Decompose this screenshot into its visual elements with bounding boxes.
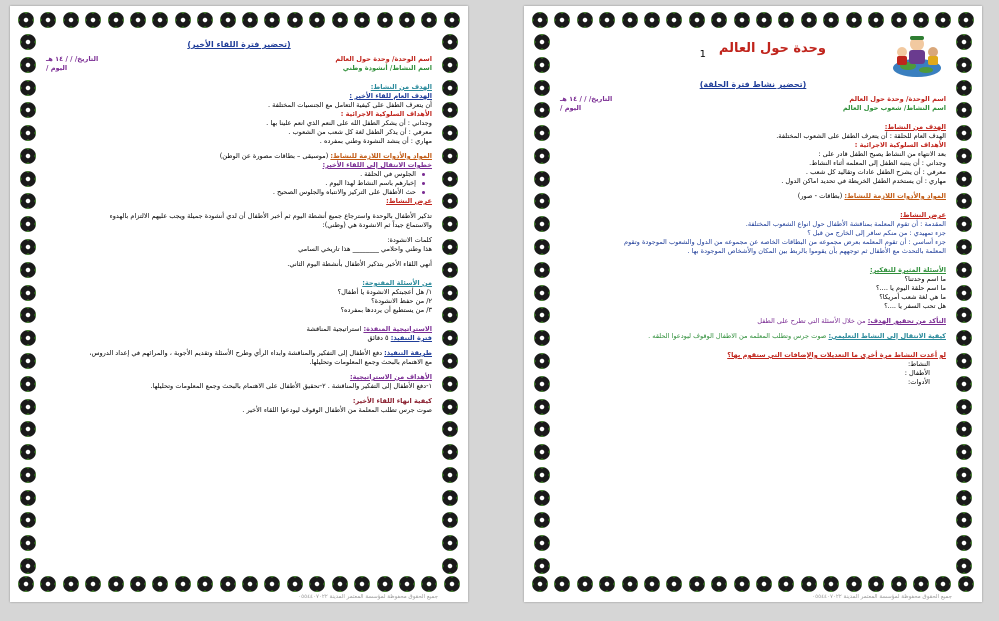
- clover-ornament-icon: [20, 467, 36, 483]
- clover-ornament-icon: [442, 512, 458, 528]
- clover-ornament-icon: [108, 576, 124, 592]
- clover-ornament-icon: [734, 12, 750, 28]
- right-behavior-intro: بعد الانتهاء من النشاط يصبح الطفل قادر على :: [818, 150, 946, 158]
- clover-ornament-icon: [175, 12, 191, 28]
- clover-ornament-icon: [220, 12, 236, 28]
- right-unit-label: اسم الوحدة/ وحدة حول العالم: [849, 95, 946, 103]
- clover-ornament-icon: [956, 57, 972, 73]
- decorative-border-right: [954, 34, 974, 574]
- clover-ornament-icon: [534, 102, 550, 118]
- right-repeat-item-2: الأطفال :: [904, 369, 930, 377]
- decorative-border-left: [532, 34, 552, 574]
- clover-ornament-icon: [756, 576, 772, 592]
- clover-ornament-icon: [197, 12, 213, 28]
- decorative-border-bottom: [532, 576, 974, 596]
- right-basic-2: المعلمة بالتحدث مع الأطفال ثم توجههم بأن يقوموا بالربط بين المكان والأشخاص الموجودة بها .: [687, 247, 946, 255]
- left-behavior-head: الأهداف السلوكية الاجرائية :: [340, 110, 432, 118]
- clover-ornament-icon: [20, 34, 36, 50]
- clover-ornament-icon: [442, 490, 458, 506]
- clover-ornament-icon: [442, 330, 458, 346]
- left-steps-head: خطوات الانتقال إلى اللقاء الأخير:: [322, 161, 432, 169]
- list-item: الجلوس في الحلقة .: [46, 170, 416, 179]
- clover-ornament-icon: [40, 576, 56, 592]
- left-activity-label: اسم النشاط/ أنشودة وطني: [342, 64, 432, 72]
- decorative-border-right: [440, 34, 460, 574]
- clover-ornament-icon: [18, 576, 34, 592]
- right-behavior-1: وجداني : أن ينتبه الطفل إلى المعلمه أثناء النشاط.: [809, 159, 946, 167]
- left-tools: (موسيقى – بطاقات مصورة عن الوطن): [219, 152, 329, 160]
- clover-ornament-icon: [20, 444, 36, 460]
- right-question-1: ما اسم وحدتنا؟: [904, 275, 946, 283]
- left-end-text: صوت جرس تطلب المعلمة من الأطفال الوقوف ليودعوا اللقاء الأخير .: [242, 406, 432, 414]
- clover-ornament-icon: [264, 12, 280, 28]
- left-lyrics-head: كلمات الانشودة:: [387, 236, 432, 244]
- clover-ornament-icon: [823, 576, 839, 592]
- left-question-2: ٢/ من حفظ الانشودة؟: [371, 297, 432, 305]
- clover-ornament-icon: [242, 576, 258, 592]
- clover-ornament-icon: [20, 376, 36, 392]
- right-verify-head: التأكد من تحقيق الهدف:: [867, 317, 946, 325]
- clover-ornament-icon: [956, 102, 972, 118]
- right-subtitle: (تحضير نشاط فترة الحلقة): [699, 80, 807, 89]
- clover-ornament-icon: [956, 512, 972, 528]
- clover-ornament-icon: [534, 444, 550, 460]
- left-behavior-2: معرفي : أن يذكر الطفل لغة كل شعب من الشعوب .: [288, 128, 432, 136]
- clover-ornament-icon: [264, 576, 280, 592]
- clover-ornament-icon: [20, 57, 36, 73]
- clover-ornament-icon: [442, 34, 458, 50]
- clover-ornament-icon: [956, 34, 972, 50]
- clover-ornament-icon: [354, 12, 370, 28]
- left-question-3: ٣/ من يستطيع أن يرددها بمفرده؟: [340, 306, 432, 314]
- left-presentation-1: تذكير الأطفال بالوحدة واسترجاع جميع أنشطة اليوم ثم أخبر الأطفال أن لدي أنشودة جميلة ويجب عليهم الالتزام بالهدوء: [109, 212, 432, 220]
- clover-ornament-icon: [20, 421, 36, 437]
- clover-ornament-icon: [534, 558, 550, 574]
- clover-ornament-icon: [956, 558, 972, 574]
- left-day-label: اليوم /: [46, 64, 68, 72]
- clover-ornament-icon: [956, 239, 972, 255]
- clover-ornament-icon: [956, 171, 972, 187]
- right-page-content: [560, 40, 946, 568]
- left-end-head: كيفية انهاء اللقاء الأخير:: [352, 397, 432, 405]
- clover-ornament-icon: [534, 376, 550, 392]
- decorative-border-top: [532, 12, 974, 32]
- left-title: (تحضير فترة اللقاء الأخير): [187, 40, 291, 49]
- clover-ornament-icon: [823, 12, 839, 28]
- clover-ornament-icon: [442, 102, 458, 118]
- right-date-label: التاريخ/ / / ١٤ هـ: [560, 95, 613, 103]
- left-lyrics: هذا وطني واحلامي ________ هذا تاريخي السامي: [298, 245, 432, 253]
- clover-ornament-icon: [377, 576, 393, 592]
- clover-ornament-icon: [18, 12, 34, 28]
- clover-ornament-icon: [778, 12, 794, 28]
- clover-ornament-icon: [20, 353, 36, 369]
- left-behavior-1: وجداني : أن يشكر الطفل الله على النعم الذي انعم علينا بها .: [266, 119, 432, 127]
- clover-ornament-icon: [891, 576, 907, 592]
- clover-ornament-icon: [442, 353, 458, 369]
- clover-ornament-icon: [20, 307, 36, 323]
- clover-ornament-icon: [20, 285, 36, 301]
- left-steps-list: [46, 170, 432, 197]
- decorative-border-top: [18, 12, 460, 32]
- clover-ornament-icon: [309, 12, 325, 28]
- clover-ornament-icon: [666, 576, 682, 592]
- right-header: [560, 40, 946, 80]
- clover-ornament-icon: [442, 171, 458, 187]
- clover-ornament-icon: [956, 399, 972, 415]
- clover-ornament-icon: [85, 576, 101, 592]
- left-presentation-head: عرض النشاط:: [386, 197, 432, 205]
- clover-ornament-icon: [444, 12, 460, 28]
- clover-ornament-icon: [532, 576, 548, 592]
- clover-ornament-icon: [956, 262, 972, 278]
- left-behavior-3: مهاري : أن ينشد النشودة وطني بمفرده .: [319, 137, 432, 145]
- right-intro: المقدمة : أن تقوم المعلمة بمناقشة الأطفال حول انواع الشعوب المختلفة.: [745, 220, 946, 228]
- right-repeat-item-3: الأدوات:: [908, 378, 930, 386]
- clover-ornament-icon: [421, 576, 437, 592]
- clover-ornament-icon: [442, 535, 458, 551]
- clover-ornament-icon: [20, 262, 36, 278]
- left-method-1: دفع الأطفال إلى التفكير والمناقشة وابداء الرأي وطرح الأسئلة وتقديم الأجوبة ، والمرائهم في إعداد الدروس،: [89, 349, 383, 357]
- clover-ornament-icon: [354, 576, 370, 592]
- clover-ornament-icon: [913, 576, 929, 592]
- clover-ornament-icon: [442, 285, 458, 301]
- clover-ornament-icon: [599, 576, 615, 592]
- right-basic-1: جزء أساسي : أن تقوم المعلمه بعرض مجموعه من البطاقات الخاصه عن مجموعه من الدول والشعوب الموجودة وتقوم: [624, 238, 946, 246]
- left-unit-label: اسم الوحدة/ وحدة حول العالم: [335, 55, 432, 63]
- clover-ornament-icon: [534, 262, 550, 278]
- clover-ornament-icon: [20, 148, 36, 164]
- clover-ornament-icon: [63, 12, 79, 28]
- clover-ornament-icon: [130, 576, 146, 592]
- clover-ornament-icon: [20, 490, 36, 506]
- clover-ornament-icon: [130, 12, 146, 28]
- clover-ornament-icon: [534, 57, 550, 73]
- clover-ornament-icon: [40, 12, 56, 28]
- clover-ornament-icon: [63, 576, 79, 592]
- clover-ornament-icon: [242, 12, 258, 28]
- clover-ornament-icon: [20, 239, 36, 255]
- clover-ornament-icon: [622, 576, 638, 592]
- clover-ornament-icon: [935, 576, 951, 592]
- clover-ornament-icon: [442, 558, 458, 574]
- clover-ornament-icon: [442, 467, 458, 483]
- clover-ornament-icon: [666, 12, 682, 28]
- document-page-left: [10, 6, 468, 602]
- clover-ornament-icon: [956, 535, 972, 551]
- clover-ornament-icon: [287, 576, 303, 592]
- right-footer: جميع الحقوق محفوظة لمؤسسة المعتمر المدينة ٠٥٥٤٤٠٧٠٢٢: [812, 594, 952, 600]
- clover-ornament-icon: [108, 12, 124, 28]
- left-strategy-label: الاستراتيجية المنفذة:: [363, 325, 432, 333]
- clover-ornament-icon: [20, 512, 36, 528]
- clover-ornament-icon: [442, 376, 458, 392]
- clover-ornament-icon: [442, 80, 458, 96]
- clover-ornament-icon: [891, 12, 907, 28]
- right-question-4: هل تحب السفر يا ....؟: [884, 302, 946, 310]
- clover-ornament-icon: [801, 576, 817, 592]
- clover-ornament-icon: [554, 12, 570, 28]
- right-goal-head: الهدف من النشاط:: [884, 123, 946, 131]
- clover-ornament-icon: [956, 80, 972, 96]
- clover-ornament-icon: [956, 125, 972, 141]
- left-tools-head: المواد والأدوات اللازمة للنشاط:: [330, 152, 432, 160]
- clover-ornament-icon: [534, 171, 550, 187]
- right-repeat-question: لو أعدت النشاط مرة أخرى ما التعديلات والإضافات التي ستقوم بها؟: [727, 351, 946, 359]
- clover-ornament-icon: [287, 12, 303, 28]
- clover-ornament-icon: [534, 34, 550, 50]
- left-presentation-2: والاستماع جيداً ثم الانشودة هي (وطني):: [322, 221, 432, 229]
- clover-ornament-icon: [421, 12, 437, 28]
- clover-ornament-icon: [534, 421, 550, 437]
- clover-ornament-icon: [399, 12, 415, 28]
- left-general-goal-head: الهدف العام للقاء الأخير :: [349, 92, 432, 100]
- clover-ornament-icon: [20, 535, 36, 551]
- left-duration: ٥ دقائق: [367, 334, 389, 342]
- left-strategy: استراتيجية المناقشة: [306, 325, 362, 333]
- clover-ornament-icon: [711, 12, 727, 28]
- right-presentation-head: عرض النشاط:: [900, 211, 946, 219]
- right-question-3: ما هي لغة شعب أمريكا؟: [879, 293, 946, 301]
- clover-ornament-icon: [534, 80, 550, 96]
- right-transition-head: كيفية الانتقال إلى النشاط التعليمي:: [828, 332, 946, 340]
- left-questions-head: من الأسئلة المفتوحة:: [362, 279, 432, 287]
- clover-ornament-icon: [956, 467, 972, 483]
- right-tools-head: المواد والأدوات اللازمة للنشاط:: [844, 192, 946, 200]
- clover-ornament-icon: [332, 12, 348, 28]
- right-tools: (بطاقات - صور): [797, 192, 843, 200]
- right-transition: صوت جرس وتطلب المعلمه من الاطفال الوقوف ليودعوا الحلقه .: [648, 332, 827, 340]
- clover-ornament-icon: [711, 576, 727, 592]
- left-strategy-goals-head: الأهداف من الاستراتيجية:: [349, 373, 432, 381]
- clover-ornament-icon: [756, 12, 772, 28]
- clover-ornament-icon: [534, 193, 550, 209]
- clover-ornament-icon: [20, 171, 36, 187]
- clover-ornament-icon: [534, 512, 550, 528]
- clover-ornament-icon: [958, 576, 974, 592]
- left-method-2: مع الاهتمام بالبحث وجمع المعلومات وتحليلها.: [309, 358, 432, 366]
- clover-ornament-icon: [444, 576, 460, 592]
- right-unit-title: وحدة حول العالم: [718, 41, 826, 56]
- right-activity-label: اسم النشاط/ شعوب حول العالم: [842, 104, 946, 112]
- clover-ornament-icon: [20, 125, 36, 141]
- clover-ornament-icon: [442, 444, 458, 460]
- clover-ornament-icon: [846, 576, 862, 592]
- clover-ornament-icon: [442, 307, 458, 323]
- clover-ornament-icon: [801, 12, 817, 28]
- decorative-border-left: [18, 34, 38, 574]
- right-preparation: جزء تمهيدي : من منكم سافر إلى الخارج من قبل ؟: [807, 229, 946, 237]
- clover-ornament-icon: [956, 421, 972, 437]
- clover-ornament-icon: [442, 216, 458, 232]
- clover-ornament-icon: [534, 216, 550, 232]
- clover-ornament-icon: [599, 12, 615, 28]
- clover-ornament-icon: [868, 576, 884, 592]
- clover-ornament-icon: [956, 148, 972, 164]
- clover-ornament-icon: [532, 12, 548, 28]
- clover-ornament-icon: [534, 490, 550, 506]
- clover-ornament-icon: [956, 353, 972, 369]
- right-day-label: اليوم /: [560, 104, 582, 112]
- right-repeat-item-1: النشاط:: [907, 360, 930, 368]
- right-behavior-3: مهاري : أن يستخدم الطفل الخريطة في تحديد اماكن الدول .: [781, 177, 946, 185]
- list-item: حث الأطفال على التركيز والانتباه والجلوس الصحيح .: [46, 188, 416, 197]
- clover-ornament-icon: [442, 125, 458, 141]
- left-strategy-goals: ١-دفع الأطفال إلى التفكير والمناقشة . ٢-تحقيق الأطفال على الاهتمام بالبحث وجمع المعلومات وتحليلها.: [150, 382, 432, 390]
- clover-ornament-icon: [85, 12, 101, 28]
- right-general-goal: الهدف العام للحلقة : أن يتعرف الطفل على الشعوب المختلفة.: [776, 132, 946, 140]
- left-footer: جميع الحقوق محفوظة لمؤسسة المعتمر المدينة ٠٥٥٤٤٠٧٠٢٢: [298, 594, 438, 600]
- clover-ornament-icon: [399, 576, 415, 592]
- clover-ornament-icon: [442, 262, 458, 278]
- decorative-border-bottom: [18, 576, 460, 596]
- right-question-2: ما اسم حلقة اليوم يا ....؟: [876, 284, 946, 292]
- clover-ornament-icon: [577, 12, 593, 28]
- globe-kids-illustration: [888, 30, 946, 80]
- clover-ornament-icon: [622, 12, 638, 28]
- clover-ornament-icon: [152, 576, 168, 592]
- clover-ornament-icon: [534, 399, 550, 415]
- clover-ornament-icon: [956, 216, 972, 232]
- document-page-right: [524, 6, 982, 602]
- clover-ornament-icon: [577, 576, 593, 592]
- clover-ornament-icon: [442, 399, 458, 415]
- clover-ornament-icon: [175, 576, 191, 592]
- clover-ornament-icon: [956, 490, 972, 506]
- clover-ornament-icon: [644, 12, 660, 28]
- right-questions-head: الأسئلة المثيرة للتفكير:: [869, 266, 946, 274]
- clover-ornament-icon: [956, 330, 972, 346]
- page-number: 1: [699, 49, 706, 60]
- right-behavior-2: معرفي : أن يشرح الطفل عادات وتقاليد كل شعب .: [805, 168, 946, 176]
- clover-ornament-icon: [956, 285, 972, 301]
- left-general-goal: أن يتعرف الطفل على كيفية التعامل مع الجنسيات المختلفة .: [267, 101, 432, 109]
- clover-ornament-icon: [20, 558, 36, 574]
- left-method-label: طريقة التنفيذ:: [384, 349, 432, 357]
- clover-ornament-icon: [956, 444, 972, 460]
- left-page-content: [46, 40, 432, 568]
- clover-ornament-icon: [442, 57, 458, 73]
- clover-ornament-icon: [20, 216, 36, 232]
- clover-ornament-icon: [956, 193, 972, 209]
- clover-ornament-icon: [377, 12, 393, 28]
- clover-ornament-icon: [956, 307, 972, 323]
- left-goal-head: الهدف من النشاط:: [370, 83, 432, 91]
- left-closing: أنهي اللقاء الأخير بتذكير الأطفال بأنشطة اليوم الثاني.: [287, 260, 432, 268]
- clover-ornament-icon: [534, 239, 550, 255]
- clover-ornament-icon: [442, 148, 458, 164]
- clover-ornament-icon: [534, 330, 550, 346]
- clover-ornament-icon: [442, 193, 458, 209]
- clover-ornament-icon: [534, 285, 550, 301]
- clover-ornament-icon: [220, 576, 236, 592]
- clover-ornament-icon: [534, 353, 550, 369]
- clover-ornament-icon: [20, 80, 36, 96]
- clover-ornament-icon: [913, 12, 929, 28]
- clover-ornament-icon: [958, 12, 974, 28]
- left-duration-label: فترة التنفيذ:: [390, 334, 432, 342]
- clover-ornament-icon: [534, 467, 550, 483]
- clover-ornament-icon: [534, 307, 550, 323]
- clover-ornament-icon: [332, 576, 348, 592]
- clover-ornament-icon: [846, 12, 862, 28]
- clover-ornament-icon: [554, 576, 570, 592]
- clover-ornament-icon: [152, 12, 168, 28]
- right-behavior-head: الأهداف السلوكية الاجرائية :: [854, 141, 946, 149]
- clover-ornament-icon: [644, 576, 660, 592]
- clover-ornament-icon: [689, 12, 705, 28]
- clover-ornament-icon: [689, 576, 705, 592]
- right-verify: من خلال الأسئلة التي تطرح على الطفل: [757, 317, 866, 325]
- clover-ornament-icon: [956, 376, 972, 392]
- clover-ornament-icon: [20, 399, 36, 415]
- clover-ornament-icon: [442, 239, 458, 255]
- left-date-label: التاريخ/ / / ١٤ هـ: [46, 55, 99, 63]
- clover-ornament-icon: [935, 12, 951, 28]
- list-item: إخبارهم باسم النشاط لهذا اليوم .: [46, 179, 416, 188]
- clover-ornament-icon: [534, 148, 550, 164]
- clover-ornament-icon: [309, 576, 325, 592]
- clover-ornament-icon: [534, 535, 550, 551]
- clover-ornament-icon: [534, 125, 550, 141]
- clover-ornament-icon: [20, 330, 36, 346]
- clover-ornament-icon: [442, 421, 458, 437]
- left-question-1: ١/ هل أعجبتكم الانشودة يا أطفال؟: [337, 288, 432, 296]
- clover-ornament-icon: [20, 102, 36, 118]
- clover-ornament-icon: [778, 576, 794, 592]
- clover-ornament-icon: [197, 576, 213, 592]
- clover-ornament-icon: [20, 193, 36, 209]
- clover-ornament-icon: [868, 12, 884, 28]
- clover-ornament-icon: [734, 576, 750, 592]
